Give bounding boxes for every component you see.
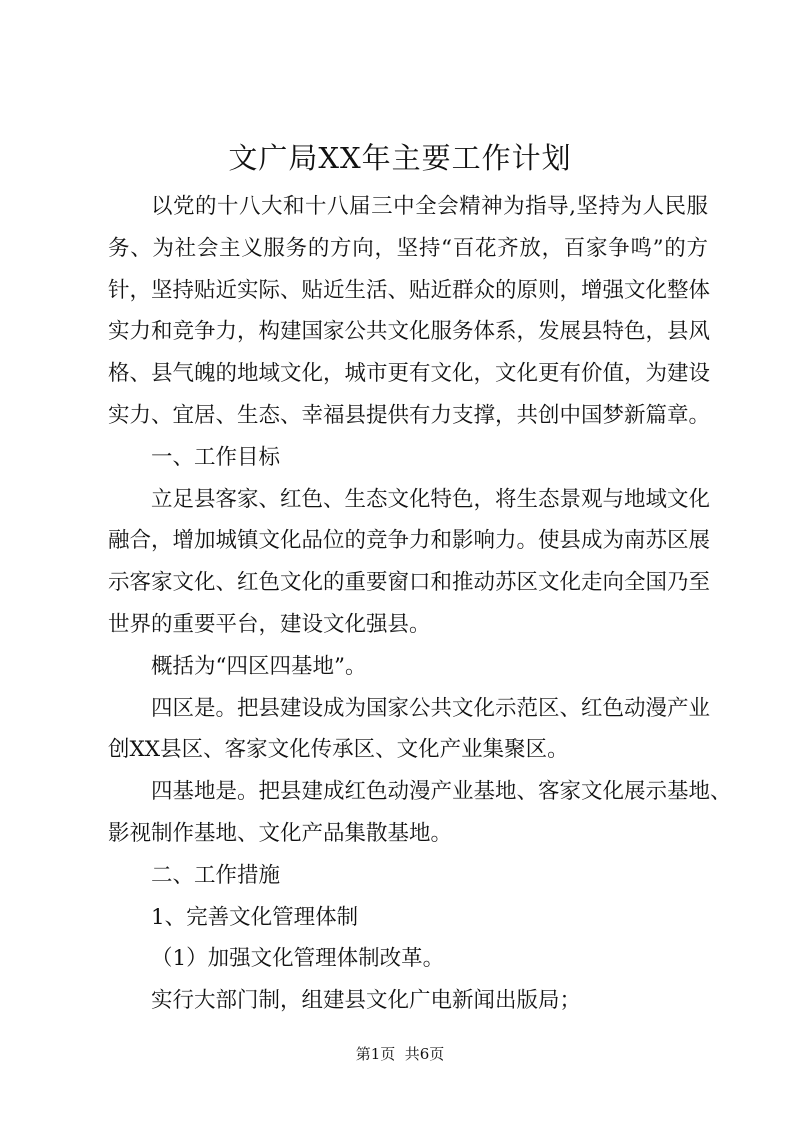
- paragraph-line: 世界的重要平台，建设文化强县。: [108, 611, 431, 637]
- paragraph-line: 实力、宜居、生态、幸福县提供有力支撑，共创中国梦新篇章。: [108, 402, 711, 428]
- document-title: 文广局XX年主要工作计划: [228, 141, 572, 175]
- paragraph-line: 概括为“四区四基地”。: [151, 653, 367, 679]
- page-indicator: 第1页 共6页: [355, 1045, 445, 1063]
- paragraph-line: 融合，增加城镇文化品位的竞争力和影响力。使县成为南苏区展: [108, 528, 711, 554]
- subsection-heading: 1、完善文化管理体制: [151, 904, 359, 930]
- paragraph-line: 四区是。把县建设成为国家公共文化示范区、红色动漫产业: [151, 695, 711, 721]
- section-heading: 二、工作措施: [151, 862, 281, 888]
- paragraph-line: 务、为社会主义服务的方向，坚持“百花齐放，百家争鸣”的方: [108, 235, 708, 261]
- paragraph-line: 以党的十八大和十八届三中全会精神为指导,坚持为人民服: [151, 194, 708, 219]
- paragraph-line: 立足县客家、红色、生态文化特色，将生态景观与地域文化: [151, 486, 711, 512]
- section-heading: 一、工作目标: [151, 444, 281, 470]
- paragraph-line: 针，坚持贴近实际、贴近生活、贴近群众的原则，增强文化整体: [108, 277, 711, 303]
- paragraph-line: 示客家文化、红色文化的重要窗口和推动苏区文化走向全国乃至: [108, 570, 711, 596]
- subsection-heading: （1）加强文化管理体制改革。: [151, 946, 445, 972]
- paragraph-line: 实力和竞争力，构建国家公共文化服务体系，发展县特色，县风: [108, 319, 711, 345]
- paragraph-line: 影视制作基地、文化产品集散基地。: [108, 820, 453, 846]
- paragraph-line: 格、县气魄的地域文化，城市更有文化，文化更有价值，为建设: [108, 361, 711, 387]
- paragraph-line: 创XX县区、客家文化传承区、文化产业集聚区。: [108, 737, 569, 763]
- paragraph-line: 实行大部门制，组建县文化广电新闻出版局；: [151, 988, 582, 1014]
- document-body: [108, 186, 732, 1022]
- paragraph-line: 四基地是。把县建成红色动漫产业基地、客家文化展示基地、: [151, 779, 732, 805]
